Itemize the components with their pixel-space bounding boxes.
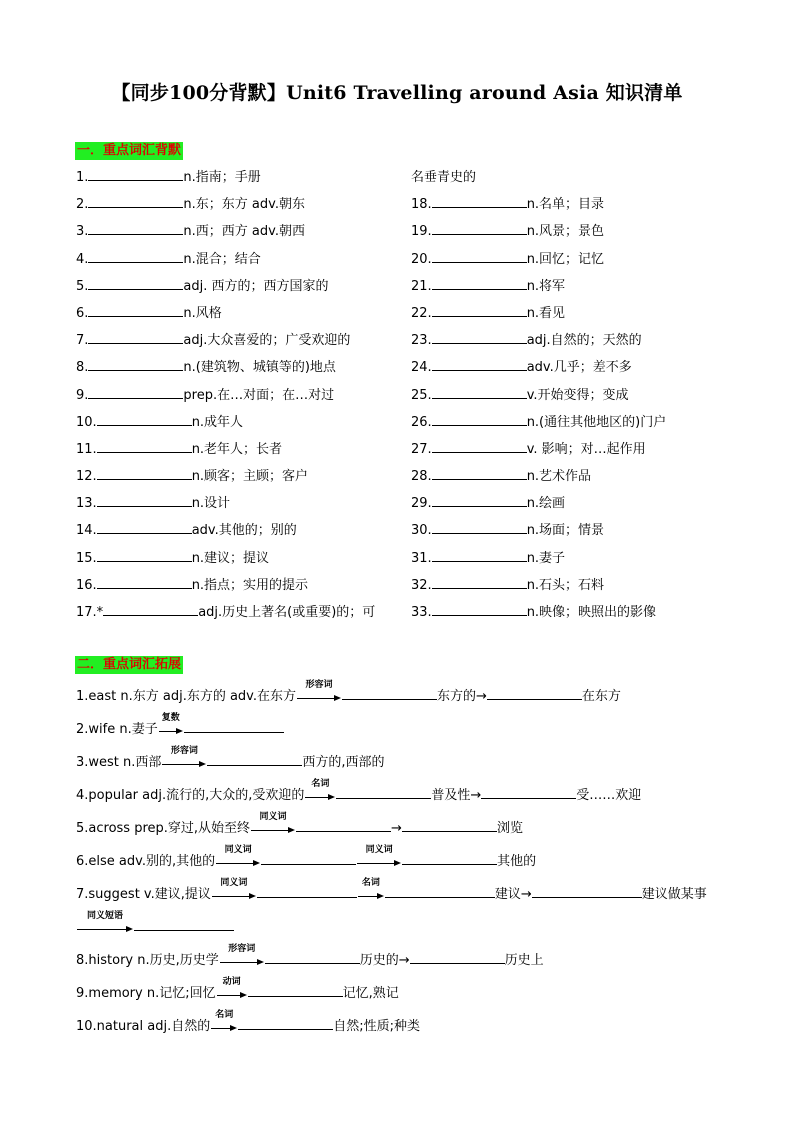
answer-blank[interactable]: [265, 950, 360, 964]
answer-blank[interactable]: [88, 249, 183, 263]
answer-blank[interactable]: [97, 548, 192, 562]
answer-blank[interactable]: [97, 439, 192, 453]
arrow-icon: 复数: [159, 723, 183, 737]
vocab-meaning: n.(建筑物、城镇等的)地点: [183, 360, 336, 376]
vocab-meaning: n.设计: [191, 496, 231, 512]
vocab-item: [76, 194, 406, 221]
vocab-meaning: n.风格: [183, 305, 222, 321]
ext-row-suggest-phrase: [76, 911, 766, 944]
answer-blank[interactable]: [432, 194, 527, 208]
vocab-number: 29.: [411, 496, 432, 512]
vocab-meaning: adv.其他的；别的: [191, 523, 297, 539]
vocab-number: 22.: [411, 305, 432, 321]
vocab-meaning: n.(通往其他地区的)门户: [526, 414, 667, 430]
vocab-meaning: v. 影响；对…起作用: [526, 441, 646, 457]
vocab-meaning: n.顾客；主顾；客户: [191, 469, 309, 485]
answer-blank[interactable]: [432, 249, 527, 263]
vocab-number: 28.: [411, 469, 432, 485]
answer-blank[interactable]: [432, 439, 527, 453]
arrow-icon: 名词: [358, 888, 384, 902]
answer-blank[interactable]: [88, 221, 183, 235]
answer-blank[interactable]: [532, 884, 642, 898]
vocab-meaning: n.西；西方 adv.朝西: [183, 224, 305, 240]
vocab-meaning: n.将军: [526, 278, 566, 294]
vocab-number: 11.: [76, 441, 97, 457]
vocab-number: 5.: [76, 278, 89, 294]
vocab-item: [411, 602, 741, 629]
ext-row-east: 1.east n.东方 adj.东方的 adv.在东方 形容词 东方的→ 在东方: [76, 679, 621, 704]
ext-prefix: 8.history n.历史,历史学: [76, 953, 219, 968]
ext-prefix: 9.memory n.记忆;回忆: [76, 986, 216, 1001]
vocab-number: 2.: [76, 197, 89, 213]
answer-blank[interactable]: [432, 466, 527, 480]
arrow-icon: 动词: [217, 987, 247, 1001]
answer-blank[interactable]: [432, 520, 527, 534]
ext-prefix: 5.across prep.穿过,从始至终: [76, 821, 251, 836]
answer-blank[interactable]: [432, 330, 527, 344]
vocab-item: [411, 249, 741, 276]
vocab-number: 7.: [76, 333, 89, 349]
vocab-number: 8.: [76, 360, 89, 376]
vocab-item: [411, 439, 741, 466]
answer-blank[interactable]: [97, 575, 192, 589]
vocab-number: 17.*: [76, 605, 104, 620]
answer-blank[interactable]: [385, 884, 495, 898]
vocab-column-left: [76, 167, 406, 629]
vocab-meaning: n.绘画: [526, 496, 566, 512]
answer-blank[interactable]: [296, 818, 391, 832]
answer-blank[interactable]: [103, 602, 198, 616]
answer-blank[interactable]: [88, 194, 183, 208]
ext-row-else: 6.else adv.别的,其他的 同义词 同义词 其他的: [76, 844, 537, 869]
ext-row-wife: [76, 713, 766, 746]
answer-blank[interactable]: [238, 1016, 333, 1030]
answer-blank[interactable]: [336, 785, 431, 799]
vocab-number: 20.: [411, 251, 432, 267]
vocab-number: 23.: [411, 333, 432, 349]
vocab-continuation: 名垂青史的: [411, 170, 477, 185]
arrow-icon: 名词: [211, 1020, 237, 1034]
vocab-number: 14.: [76, 523, 97, 539]
vocab-number: 18.: [411, 197, 432, 213]
vocab-meaning: n.建议；提议: [191, 550, 270, 566]
vocab-meaning: prep.在…对面；在…对过: [183, 387, 335, 403]
vocab-meaning: n.混合；结合: [183, 251, 261, 267]
arrow-icon: 同义词: [357, 855, 401, 869]
ext-prefix: 3.west n.西部: [76, 755, 162, 770]
vocab-meaning: n.场面；情景: [526, 523, 605, 539]
arrow-icon: 同义词: [216, 855, 260, 869]
vocab-meaning: n.成年人: [191, 414, 244, 430]
arrow-icon: 形容词: [297, 690, 341, 704]
ext-row-popular: 4.popular adj.流行的,大众的,受欢迎的 名词 普及性→ 受……欢迎: [76, 778, 642, 803]
vocab-item: [411, 412, 741, 439]
vocab-item: [76, 575, 406, 602]
vocab-item: [411, 466, 741, 493]
vocab-item: [411, 575, 741, 602]
vocab-item: [76, 548, 406, 575]
vocab-number: 27.: [411, 441, 432, 457]
vocab-meaning: adj.历史上著名(或重要)的；可: [198, 605, 376, 620]
vocab-meaning: n.映像；映照出的影像: [526, 605, 657, 620]
ext-prefix: 6.else adv.别的,其他的: [76, 854, 216, 869]
vocab-meaning: n.妻子: [526, 550, 566, 566]
vocab-item: [76, 276, 406, 303]
vocab-meaning: adv.几乎；差不多: [526, 360, 632, 376]
ext-prefix: 1.east n.东方 adj.东方的 adv.在东方: [76, 689, 297, 704]
vocab-number: 24.: [411, 360, 432, 376]
vocab-meaning: n.名单；目录: [526, 197, 605, 213]
ext-prefix: 4.popular adj.流行的,大众的,受欢迎的: [76, 788, 305, 803]
vocab-item: [76, 221, 406, 248]
answer-blank[interactable]: [432, 385, 527, 399]
ext-prefix: 2.wife n.妻子: [76, 722, 158, 737]
answer-blank[interactable]: [88, 357, 183, 371]
vocab-number: 19.: [411, 224, 432, 240]
vocab-meaning: adj.大众喜爱的；广受欢迎的: [183, 333, 351, 349]
vocab-meaning: n.东；东方 adv.朝东: [183, 197, 305, 213]
vocab-item: [411, 548, 741, 575]
vocab-number: 26.: [411, 414, 432, 430]
answer-blank[interactable]: [432, 493, 527, 507]
vocab-item: [76, 439, 406, 466]
vocab-item: [411, 385, 741, 412]
vocab-meaning: v.开始变得；变成: [526, 387, 629, 403]
answer-blank[interactable]: [134, 917, 234, 931]
arrow-icon: 名词: [305, 789, 335, 803]
ext-row-memory: 9.memory n.记忆;回忆 动词 记忆,熟记: [76, 976, 399, 1001]
answer-blank[interactable]: [432, 303, 527, 317]
vocab-meaning: n.风景；景色: [526, 224, 605, 240]
vocab-number: 33.: [411, 605, 432, 620]
answer-blank[interactable]: [432, 548, 527, 562]
vocab-item: [76, 357, 406, 384]
ext-row-suggest: 7.suggest v.建议,提议 同义词 名词 建议→ 建议做某事: [76, 877, 707, 902]
vocab-meaning: n.回忆；记忆: [526, 251, 605, 267]
answer-blank[interactable]: [88, 385, 183, 399]
answer-blank[interactable]: [481, 785, 576, 799]
ext-prefix: 7.suggest v.建议,提议: [76, 887, 211, 902]
section-heading-vocab-recall: 一．重点词汇背默: [77, 143, 182, 158]
section-heading-vocab-extension: 二．重点词汇拓展: [77, 657, 182, 672]
vocab-meaning: n.看见: [526, 305, 566, 321]
arrow-icon: 形容词: [162, 756, 206, 770]
answer-blank[interactable]: [257, 884, 357, 898]
vocab-item: [411, 520, 741, 547]
ext-prefix: 10.natural adj.自然的: [76, 1019, 211, 1034]
vocab-number: 25.: [411, 387, 432, 403]
vocab-number: 10.: [76, 414, 97, 430]
vocab-meaning: adj. 西方的；西方国家的: [183, 278, 329, 294]
answer-blank[interactable]: [88, 303, 183, 317]
vocab-item: [76, 385, 406, 412]
answer-blank[interactable]: [207, 752, 302, 766]
vocab-number: 16.: [76, 577, 97, 593]
answer-blank[interactable]: [88, 276, 183, 290]
answer-blank[interactable]: [97, 466, 192, 480]
answer-blank[interactable]: [432, 276, 527, 290]
answer-blank[interactable]: [432, 357, 527, 371]
answer-blank[interactable]: [88, 167, 183, 181]
answer-blank[interactable]: [97, 520, 192, 534]
vocab-item: [411, 330, 741, 357]
vocab-number: 30.: [411, 523, 432, 539]
arrow-icon: 同义词: [251, 822, 295, 836]
vocab-item: [76, 330, 406, 357]
vocab-number: 1.: [76, 170, 89, 185]
answer-blank[interactable]: [432, 221, 527, 235]
vocab-item: [76, 520, 406, 547]
ext-row-across: 5.across prep.穿过,从始至终 同义词 → 浏览: [76, 811, 523, 836]
vocab-item: [411, 194, 741, 221]
answer-blank[interactable]: [97, 493, 192, 507]
answer-blank[interactable]: [402, 851, 497, 865]
vocab-item: [76, 466, 406, 493]
vocab-item: [76, 249, 406, 276]
extension-list: [76, 680, 766, 1043]
ext-row-west: 3.west n.西部 形容词 西方的,西部的: [76, 745, 385, 770]
vocab-meaning: adj.自然的；天然的: [526, 333, 642, 349]
answer-blank[interactable]: [88, 330, 183, 344]
vocab-number: 3.: [76, 224, 89, 240]
vocab-meaning: n.石头；石料: [526, 577, 605, 593]
vocab-number: 21.: [411, 278, 432, 294]
vocab-meaning: n.指点；实用的提示: [191, 577, 309, 593]
vocab-item: [76, 303, 406, 330]
answer-blank[interactable]: [184, 719, 284, 733]
answer-blank[interactable]: [432, 602, 527, 616]
vocab-item: [411, 276, 741, 303]
vocab-item: [76, 602, 406, 629]
answer-blank[interactable]: [410, 950, 505, 964]
vocab-number: 12.: [76, 469, 97, 485]
vocab-item: [411, 357, 741, 384]
vocab-item: [411, 493, 741, 520]
vocab-item: [411, 221, 741, 248]
vocab-item: [76, 412, 406, 439]
vocab-meaning: n.指南；手册: [183, 170, 261, 185]
vocab-item: [76, 493, 406, 520]
answer-blank[interactable]: [487, 686, 582, 700]
answer-blank[interactable]: [261, 851, 356, 865]
vocab-number: 13.: [76, 496, 97, 512]
vocab-number: 9.: [76, 387, 89, 403]
answer-blank[interactable]: [432, 575, 527, 589]
vocab-number: 15.: [76, 550, 97, 566]
vocab-number: 6.: [76, 305, 89, 321]
answer-blank[interactable]: [402, 818, 497, 832]
vocab-item: [411, 303, 741, 330]
vocab-number: 4.: [76, 251, 89, 267]
vocab-column-right: [411, 167, 741, 629]
answer-blank[interactable]: [248, 983, 343, 997]
vocab-number: 32.: [411, 577, 432, 593]
answer-blank[interactable]: [432, 412, 527, 426]
answer-blank[interactable]: [97, 412, 192, 426]
page-title: 【同步100分背默】Unit6 Travelling around Asia 知识清单: [111, 82, 683, 104]
vocab-item: [76, 167, 406, 194]
arrow-icon: 形容词: [220, 954, 264, 968]
ext-row-natural: 10.natural adj.自然的 名词 自然;性质;种类: [76, 1009, 420, 1034]
answer-blank[interactable]: [342, 686, 437, 700]
ext-row-history: 8.history n.历史,历史学 形容词 历史的→ 历史上: [76, 943, 544, 968]
arrow-icon: 同义词: [212, 888, 256, 902]
vocab-meaning: n.老年人；长者: [191, 441, 283, 457]
vocab-meaning: n.艺术作品: [526, 469, 592, 485]
vocab-number: 31.: [411, 550, 432, 566]
arrow-icon: 同义短语: [77, 921, 133, 935]
